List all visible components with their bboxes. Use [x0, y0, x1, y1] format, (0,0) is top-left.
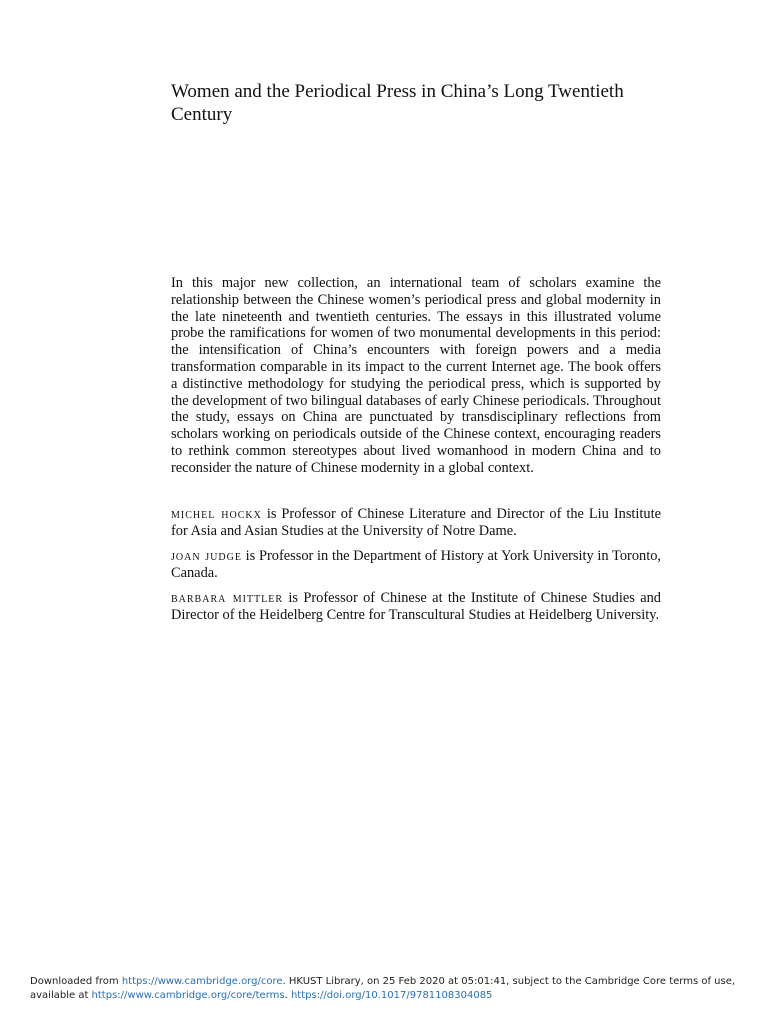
author-bio-text: is Professor of Chinese at the Institute of Chinese Studies and Director of the Heidelberg Centre for Transcultural Studies at Heidelberg University. [171, 590, 661, 623]
author-name: barbara mittler [171, 590, 284, 606]
author-name: michel hockx [171, 506, 262, 522]
footer-line2-prefix: available at [30, 990, 92, 1001]
cambridge-core-link[interactable]: https://www.cambridge.org/core [121, 976, 283, 987]
author-bio-hockx [171, 506, 661, 540]
footer-separator: . [284, 990, 291, 1001]
terms-link[interactable]: https://www.cambridge.org/core/terms [91, 990, 285, 1001]
book-title: Women and the Periodical Press in China’s Long Twentieth Century [171, 81, 624, 125]
footer-prefix: Downloaded from [30, 976, 122, 987]
download-footer [30, 975, 750, 1003]
author-bio-text: is Professor of Chinese Literature and Director of the Liu Institute for Asia and Asian Studies at the University of Notre Dame. [171, 506, 661, 539]
footer-middle: . HKUST Library, on 25 Feb 2020 at 05:01:41, subject to the Cambridge Core terms of use, [282, 976, 736, 987]
author-name: joan judge [171, 548, 242, 564]
author-bio-mittler [171, 590, 661, 624]
author-bio-judge [171, 548, 661, 582]
doi-link[interactable]: https://doi.org/10.1017/9781108304085 [290, 990, 493, 1001]
author-bio-text: is Professor in the Department of History at York University in Toronto, Canada. [171, 548, 661, 581]
book-description: In this major new collection, an international team of scholars examine the relationship between the Chinese women’s periodical press and global modernity in the late nineteenth and twentieth centuries. The essays in this illustrated volume probe the ramifications for women of two monumental developments in this period: the intensification of China’s encounters with foreign powers and a media transformation comparable in its impact to the current Internet age. The book offers a distinctive methodology for studying the periodical press, which is supported by the development of two bilingual databases of early Chinese periodicals. Throughout the study, essays on China are punctuated by transdisciplinary reflections from scholars working on periodicals outside of the Chinese context, encouraging readers to rethink common stereotypes about lived womanhood in modern China and to reconsider the nature of Chinese modernity in a global context. [171, 275, 661, 476]
